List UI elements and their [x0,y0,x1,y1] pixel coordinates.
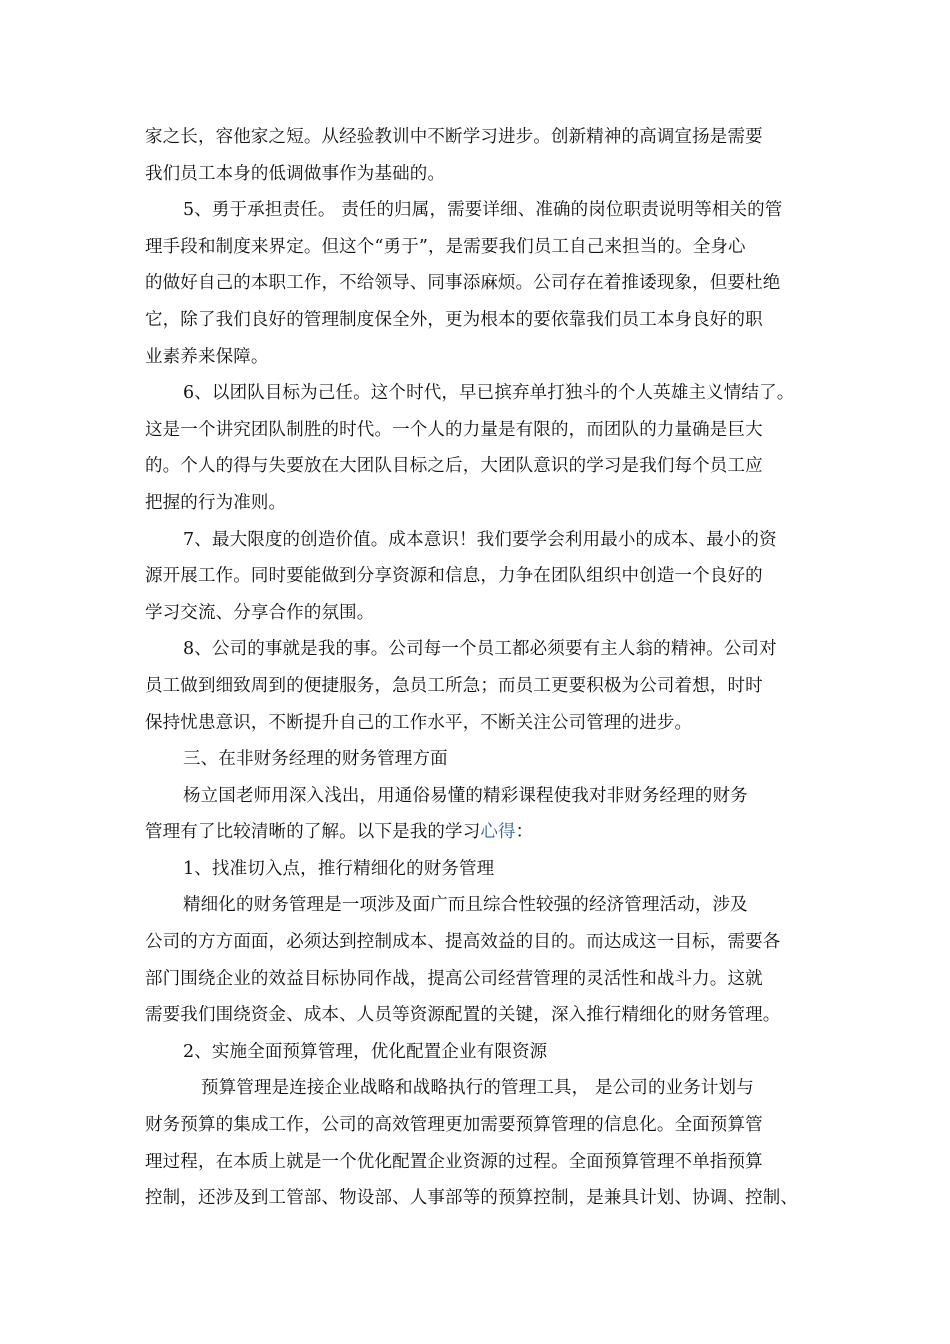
paragraph-line: 学习交流、分享合作的氛围。 [145,602,375,623]
paragraph-line: 把握的行为准则。 [145,492,287,513]
paragraph-line: 精细化的财务管理是一项涉及面广而且综合性较强的经济管理活动，涉及 [183,895,748,916]
paragraph-line: 理手段和制度来界定。但这个“勇于”，是需要我们员工自己来担当的。全身心 [145,236,746,257]
paragraph-line: 预算管理是连接企业战略和战略执行的管理工具， 是公司的业务计划与 [201,1078,754,1099]
paragraph-line: 部门围绕企业的效益目标协同作战，提高公司经营管理的灵活性和战斗力。这就 [145,968,763,989]
paragraph-line-with-link [145,814,813,851]
paragraph-line: 6、以团队目标为己任。这个时代，早已摈弃单打独斗的个人英雄主义情结了。 [183,383,795,404]
paragraph-line: 我们员工本身的低调做事作为基础的。 [145,163,446,184]
paragraph-line: 杨立国老师用深入浅出，用通俗易懂的精彩课程使我对非财务经理的财务 [183,785,748,806]
paragraph-line: 它，除了我们良好的管理制度保全外，更为根本的要依靠我们员工本身良好的职 [145,309,763,330]
paragraph-line: 5、勇于承担责任。 责任的归属，需要详细、准确的岗位职责说明等相关的管 [183,200,783,221]
paragraph-line: 保持忧患意识，不断提升自己的工作水平，不断关注公司管理的进步。 [145,712,693,733]
xinde-link[interactable]: 心得 [480,822,516,843]
colon-text: ： [515,822,534,843]
paragraph-line: 家之长，容他家之短。从经验教训中不断学习进步。创新精神的高调宣扬是需要 [145,127,763,147]
paragraph-line: 员工做到细致周到的便捷服务，急员工所急；而员工更要积极为公司着想，时时 [145,675,763,696]
paragraph-line: 7、最大限度的创造价值。成本意识！我们要学会利用最小的成本、最小的资 [183,529,777,550]
document-page [145,119,813,1217]
paragraph-line: 理过程，在本质上就是一个优化配置企业资源的过程。全面预算管理不单指预算 [145,1151,763,1172]
paragraph-line: 源开展工作。同时要能做到分享资源和信息，力争在团队组织中创造一个良好的 [145,566,763,587]
subsection-heading: 1、找准切入点，推行精细化的财务管理 [183,858,495,879]
paragraph-line: 控制，还涉及到工管部、物设部、人事部等的预算控制，是兼具计划、协调、控制、 [145,1188,799,1209]
paragraph-line: 的做好自己的本职工作，不给领导、同事添麻烦。公司存在着推诿现象，但要杜绝 [145,273,781,294]
paragraph-line: 财务预算的集成工作，公司的高效管理更加需要预算管理的信息化。全面预算管 [145,1115,763,1136]
paragraph-line: 8、公司的事就是我的事。公司每一个员工都必须要有主人翁的精神。公司对 [183,639,777,660]
subsection-heading: 2、实施全面预算管理，优化配置企业有限资源 [183,1041,548,1062]
section-heading: 三、在非财务经理的财务管理方面 [183,749,448,770]
paragraph-line: 的。个人的得与失要放在大团队目标之后，大团队意识的学习是我们每个员工应 [145,456,763,477]
paragraph-line: 业素养来保障。 [145,346,269,367]
paragraph-line: 公司的方方面面，必须达到控制成本、提高效益的目的。而达成这一目标，需要各 [145,932,781,953]
paragraph-text: 管理有了比较清晰的了解。以下是我的学习 [145,822,481,843]
paragraph-line: 需要我们围绕资金、成本、人员等资源配置的关键，深入推行精细化的财务管理。 [145,1005,781,1026]
paragraph-line: 这是一个讲究团队制胜的时代。一个人的力量是有限的，而团队的力量确是巨大 [145,419,763,440]
